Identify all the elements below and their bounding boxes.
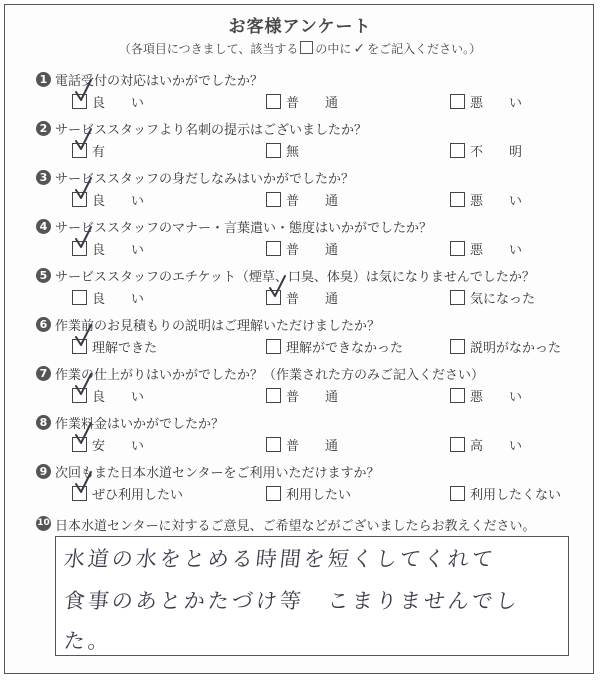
checkbox[interactable] <box>450 143 465 158</box>
option-label: 悪 い <box>470 390 523 405</box>
option-label: 良 い <box>92 243 145 258</box>
checkbox[interactable] <box>72 241 87 256</box>
checkbox[interactable] <box>72 388 87 403</box>
question-number-badge: 7 <box>36 366 51 381</box>
option-label: 不 明 <box>470 145 523 160</box>
checkbox[interactable] <box>266 143 281 158</box>
checkbox[interactable] <box>266 241 281 256</box>
option-label: 良 い <box>92 96 145 111</box>
checkbox[interactable] <box>450 290 465 305</box>
checkbox[interactable] <box>72 437 87 452</box>
question-3-text: サービススタッフの身だしなみはいかがでしたか？ <box>55 172 355 187</box>
checkbox[interactable] <box>72 486 87 501</box>
checkbox-sample-icon <box>300 41 313 54</box>
option-label: 悪 い <box>470 96 523 111</box>
option-label: 普 通 <box>286 390 339 405</box>
question-number-badge: 6 <box>36 317 51 332</box>
checkbox[interactable] <box>450 437 465 452</box>
option-label: 良 い <box>92 390 145 405</box>
option-label: 悪 い <box>470 243 523 258</box>
checkbox[interactable] <box>450 192 465 207</box>
question-7-text: 作業の仕上がりはいかがでしたか？（作業された方のみご記入ください） <box>55 368 485 383</box>
handwritten-line-2: 食事のあとかたづけ等 こまりませんでし <box>62 589 522 613</box>
instruction-text-1: （各項目につきまして、該当する <box>118 42 299 56</box>
checkbox[interactable] <box>450 486 465 501</box>
checkbox[interactable] <box>266 339 281 354</box>
checkbox[interactable] <box>266 290 281 305</box>
checkbox[interactable] <box>266 388 281 403</box>
question-number-badge: 9 <box>36 464 51 479</box>
question-number-badge: 3 <box>36 170 51 185</box>
option-label: 良 い <box>92 194 145 209</box>
checkbox[interactable] <box>72 339 87 354</box>
check-mark-icon: ✓ <box>353 41 366 57</box>
option-label: 普 通 <box>286 96 339 111</box>
option-label: 理解できた <box>92 341 158 356</box>
checkbox[interactable] <box>450 339 465 354</box>
option-label: 気になった <box>470 292 536 307</box>
question-2-text: サービススタッフより名刺の提示はございましたか？ <box>55 123 368 138</box>
option-label: 悪 い <box>470 194 523 209</box>
checkbox[interactable] <box>72 290 87 305</box>
question-number-badge: 10 <box>36 516 51 531</box>
checkbox[interactable] <box>266 437 281 452</box>
instruction-text-2: の中に <box>315 42 352 56</box>
option-label: 利用したい <box>286 488 352 503</box>
question-1-text: 電話受付の対応はいかがでしたか？ <box>55 74 264 89</box>
option-label: 有 <box>92 145 106 160</box>
checkbox[interactable] <box>266 486 281 501</box>
checkbox[interactable] <box>72 94 87 109</box>
option-label: 利用したくない <box>470 488 562 503</box>
option-label: 良 い <box>92 292 145 307</box>
question-5-text: サービススタッフのエチケット（煙草、口臭、体臭）は気になりませんでしたか？ <box>55 270 535 285</box>
checkbox[interactable] <box>450 388 465 403</box>
option-label: 安 い <box>92 439 145 454</box>
instruction-text-3: をご記入ください。） <box>367 42 482 56</box>
option-label: 普 通 <box>286 292 339 307</box>
handwritten-line-3: た。 <box>62 629 114 653</box>
question-number-badge: 8 <box>36 415 51 430</box>
question-number-badge: 2 <box>36 121 51 136</box>
checkbox[interactable] <box>450 241 465 256</box>
page-title: お客様アンケート <box>228 17 372 37</box>
question-4-text: サービススタッフのマナー・言葉遣い・態度はいかがでしたか？ <box>55 221 433 236</box>
question-number-badge: 4 <box>36 219 51 234</box>
option-label: 理解ができなかった <box>286 341 404 356</box>
question-9-text: 次回もまた日本水道センターをご利用いただけますか？ <box>55 466 380 481</box>
question-8-text: 作業料金はいかがでしたか？ <box>55 417 225 432</box>
option-label: 普 通 <box>286 243 339 258</box>
checkbox[interactable] <box>72 192 87 207</box>
comment-answer-box[interactable] <box>55 536 569 656</box>
checkbox[interactable] <box>266 94 281 109</box>
handwritten-line-1: 水道の水をとめる時間を短くしてくれて <box>62 547 498 571</box>
instruction-line <box>0 40 600 57</box>
question-number-badge: 1 <box>36 72 51 87</box>
option-label: ぜひ利用したい <box>92 488 184 503</box>
checkbox[interactable] <box>450 94 465 109</box>
option-label: 説明がなかった <box>470 341 562 356</box>
option-label: 普 通 <box>286 194 339 209</box>
question-10-text: 日本水道センターに対するご意見、ご希望などがございましたらお教えください。 <box>55 519 536 534</box>
option-label: 高 い <box>470 439 523 454</box>
question-number-badge: 5 <box>36 268 51 283</box>
option-label: 無 <box>286 145 300 160</box>
checkbox[interactable] <box>72 143 87 158</box>
option-label: 普 通 <box>286 439 339 454</box>
question-6-text: 作業前のお見積もりの説明はご理解いただけましたか？ <box>55 319 381 334</box>
checkbox[interactable] <box>266 192 281 207</box>
